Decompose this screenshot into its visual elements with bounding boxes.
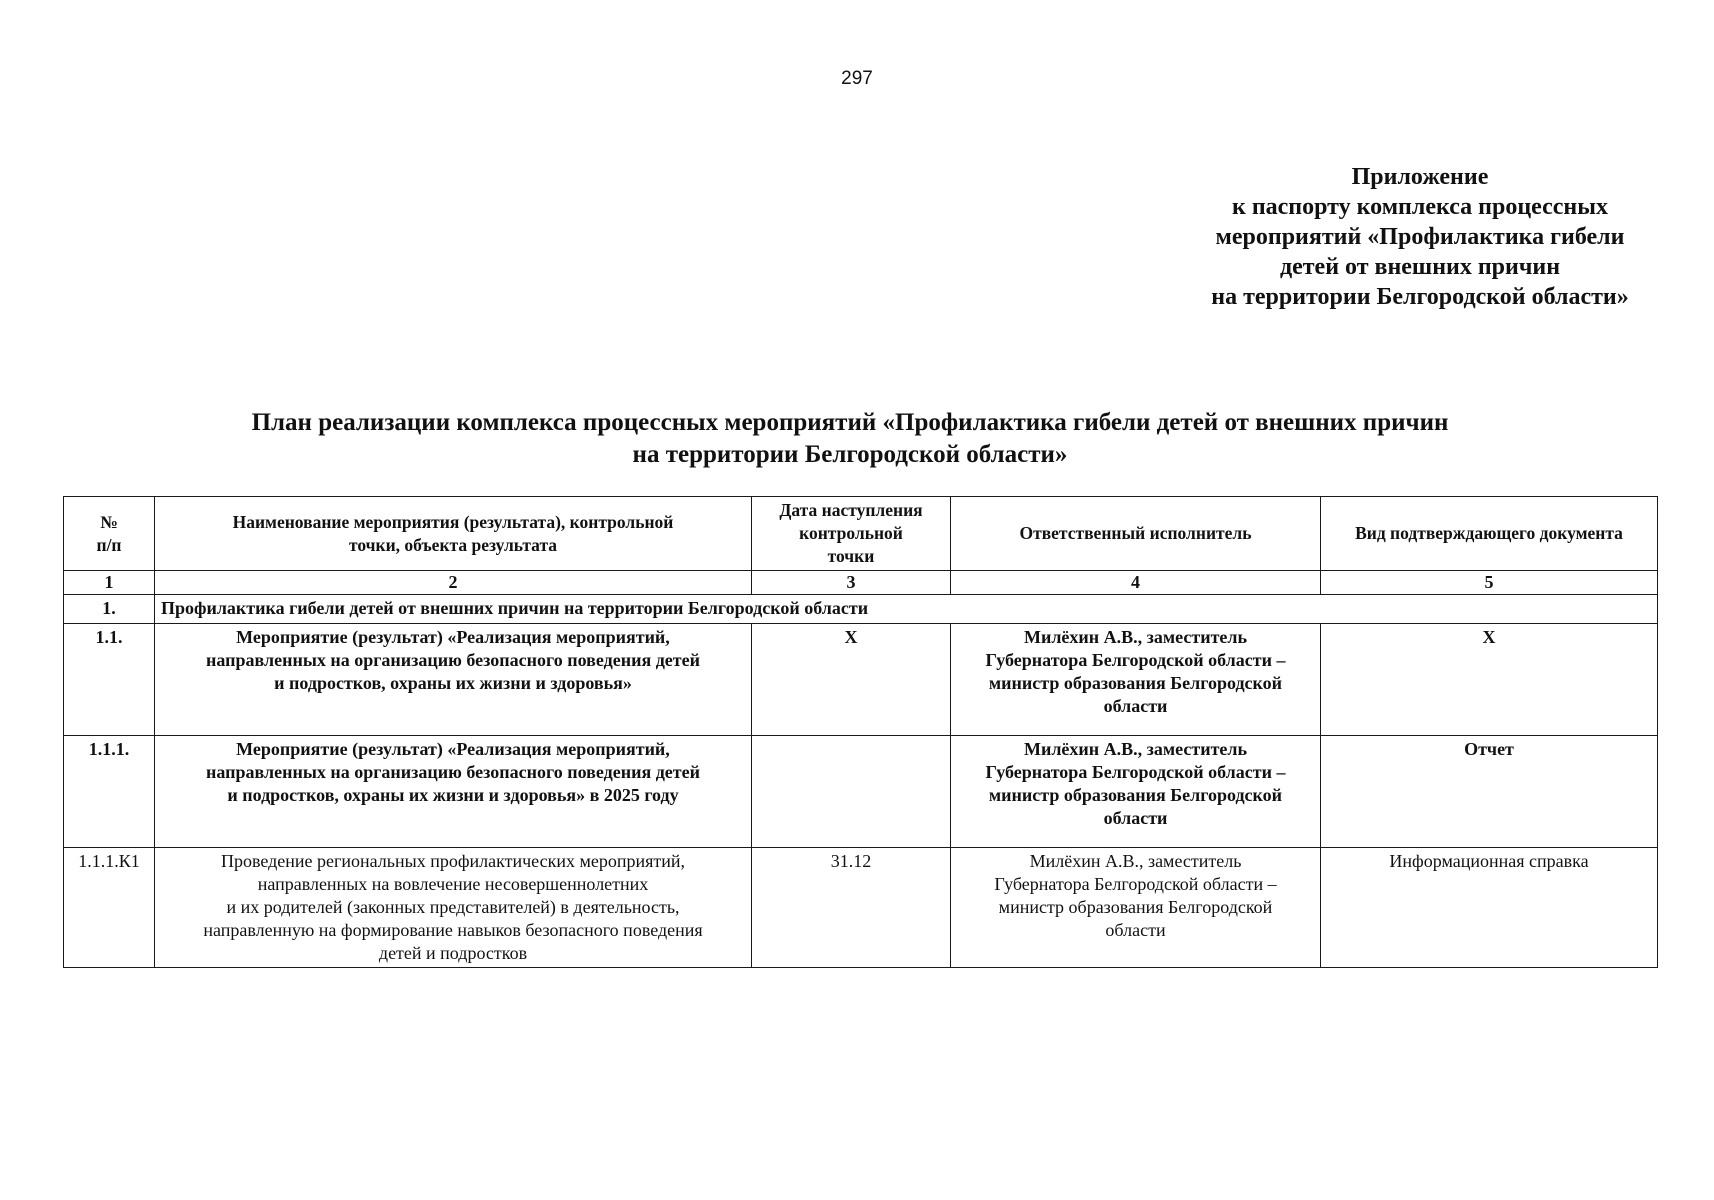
title-line: План реализации комплекса процессных мероприятий «Профилактика гибели детей от внешних причин (251, 409, 1449, 436)
section-num: 1. (64, 595, 155, 624)
appendix-line: к паспорту комплекса процессных (1232, 194, 1608, 220)
header-num: № п/п (64, 497, 155, 571)
plan-table (63, 496, 1658, 968)
table-header-row (64, 497, 1658, 571)
header-responsible: Ответственный исполнитель (951, 497, 1321, 571)
page-number: 297 (841, 68, 873, 89)
column-number: 2 (155, 571, 752, 595)
row-name: Мероприятие (результат) «Реализация мероприятий, направленных на организацию безопасного поведения детей и подростков, охраны их жизни и здоровья» в 2025 году (155, 736, 752, 848)
column-number-row (64, 571, 1658, 595)
table-row (64, 848, 1658, 968)
row-responsible: Милёхин А.В., заместитель Губернатора Белгородской области – министр образования Белгородской области (951, 848, 1321, 968)
document-title (100, 407, 1600, 471)
row-date (752, 736, 951, 848)
row-document: Информационная справка (1321, 848, 1658, 968)
table-row (64, 624, 1658, 736)
section-row (64, 595, 1658, 624)
title-line: на территории Белгородской области» (632, 441, 1068, 468)
header-document: Вид подтверждающего документа (1321, 497, 1658, 571)
appendix-line: детей от внешних причин (1279, 254, 1561, 280)
appendix-line: Приложение (1351, 164, 1489, 190)
row-name: Мероприятие (результат) «Реализация мероприятий, направленных на организацию безопасного поведения детей и подростков, охраны их жизни и здоровья» (155, 624, 752, 736)
row-document: X (1321, 624, 1658, 736)
section-name: Профилактика гибели детей от внешних причин на территории Белгородской области (155, 595, 1658, 624)
row-num: 1.1. (64, 624, 155, 736)
column-number: 1 (64, 571, 155, 595)
row-num: 1.1.1. (64, 736, 155, 848)
row-date: X (752, 624, 951, 736)
row-document: Отчет (1321, 736, 1658, 848)
header-date: Дата наступления контрольной точки (752, 497, 951, 571)
appendix-heading (1160, 162, 1680, 312)
appendix-line: мероприятий «Профилактика гибели (1215, 224, 1625, 250)
row-responsible: Милёхин А.В., заместитель Губернатора Белгородской области – министр образования Белгородской области (951, 736, 1321, 848)
column-number: 4 (951, 571, 1321, 595)
row-num: 1.1.1.К1 (64, 848, 155, 968)
table-row (64, 736, 1658, 848)
row-name: Проведение региональных профилактических мероприятий, направленных на вовлечение несовершеннолетних и их родителей (законных представителей) в деятельность, направленную на формирование навыков безопасного поведения детей и подростков (155, 848, 752, 968)
row-responsible: Милёхин А.В., заместитель Губернатора Белгородской области – министр образования Белгородской области (951, 624, 1321, 736)
row-date: 31.12 (752, 848, 951, 968)
appendix-line: на территории Белгородской области» (1211, 284, 1629, 310)
header-name: Наименование мероприятия (результата), контрольной точки, объекта результата (155, 497, 752, 571)
column-number: 3 (752, 571, 951, 595)
column-number: 5 (1321, 571, 1658, 595)
